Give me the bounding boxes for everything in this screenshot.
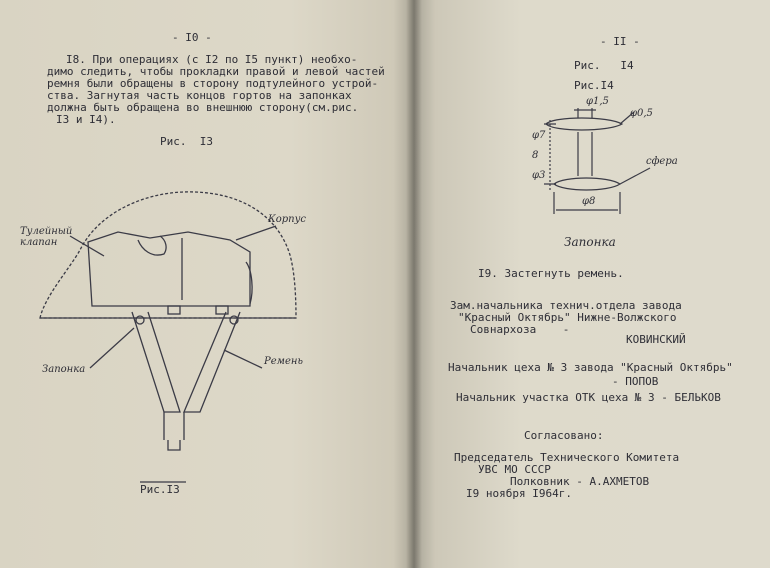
paragraph-line-3: ремня были обращены в сторону подтулейного устрой- [47,77,379,90]
step-19: I9. Застегнуть ремень. [478,267,624,280]
signature-line-6: - ПОПОВ [612,375,659,388]
label-strap: Ремень [264,356,303,367]
paragraph-line-5: должна быть обращена во внешнюю сторону(см.рис. [47,101,359,114]
right-page-number: - II - [600,35,640,48]
paragraph-line-6: I3 и I4). [56,113,116,126]
dim-d2: φ0,5 [630,108,653,119]
approval-line-1: Председатель Технического Комитета [454,451,680,464]
figure-13-caption: Рис.I3 [140,483,180,496]
paragraph-line-2: димо следить, чтобы прокладки правой и левой частей [47,65,385,78]
signature-line-4: КОВИНСКИЙ [626,333,686,346]
dim-h1: 8 [532,150,539,161]
figure-13-title: Рис. I3 [160,135,213,148]
right-page [414,0,770,568]
figure-14-caption: Запонка [564,235,616,249]
signature-line-3: Совнархоза - [470,323,570,336]
approval-title: Согласовано: [524,429,604,442]
label-shell: Корпус [268,214,307,225]
dim-d1: φ1,5 [586,96,609,107]
left-page-number: - I0 - [172,31,212,44]
label-pad: Тулейный клапан [20,226,73,248]
figure-14-title-1: Рис. I4 [574,59,634,72]
signature-line-1: Зам.начальника технич.отдела завода [450,299,682,312]
paragraph-line-1: I8. При операциях (с I2 по I5 пункт) необхо- [66,53,358,66]
paragraph-line-4: ства. Загнутая часть концов гортов на запонках [47,89,352,102]
signature-line-7: Начальник участка ОТК цеха № 3 - БЕЛЬКОВ [456,391,721,404]
signature-line-5: Начальник цеха № 3 завода "Красный Октябрь" [448,361,733,374]
signature-line-2: "Красный Октябрь" Нижне-Волжского [458,311,677,324]
approval-line-3: Полковник - А.АХМЕТОВ [510,475,650,488]
approval-line-2: УВС МО СССР [478,463,551,476]
label-button: Запонка [42,364,86,375]
book-gutter [406,0,422,568]
dim-h2: φ7 [532,130,546,141]
figure-14-title-2: Рис.I4 [574,79,614,92]
dim-bottom: φ8 [582,196,596,207]
approval-line-4: I9 ноября I964г. [466,487,572,500]
dim-h3: φ3 [532,170,546,181]
dim-sphere: сфера [646,156,678,167]
